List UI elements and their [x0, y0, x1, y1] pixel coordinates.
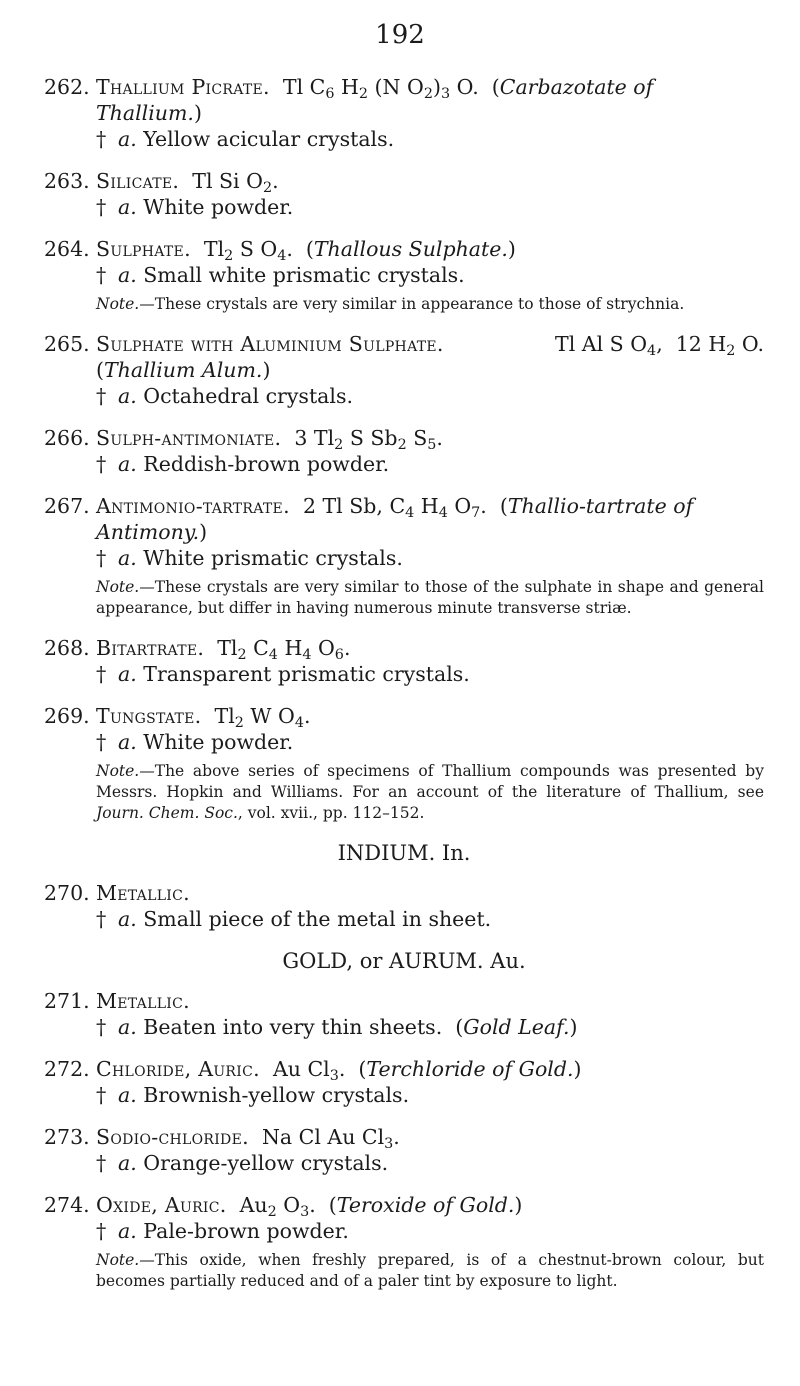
dagger-mark: †: [96, 730, 107, 754]
catalogue-entry: [44, 74, 764, 152]
catalogue-entry: [44, 1056, 764, 1108]
catalogue-entry: [44, 493, 764, 619]
entry-title: Antimonio-tartrate. 2 Tl Sb, $C_4$ $H_4$ $O_7$. (Thallio-tartrate of: [96, 494, 694, 522]
entry-title-line: [44, 236, 764, 265]
entry-title-line: [44, 635, 764, 664]
specimen-text: a. Brownish-yellow crystals.: [118, 1083, 410, 1107]
dagger-mark: †: [96, 384, 107, 408]
specimen-line: [44, 1218, 764, 1244]
catalogue-entry: [44, 425, 764, 477]
entry-title: Sulphate with Aluminium Sulphate. Tl Al S $O_4$, 12 $H_2$ O.: [96, 332, 764, 360]
entry-title-line: [44, 988, 764, 1014]
specimen-line: [44, 194, 764, 220]
catalogue-entry: [44, 703, 764, 824]
entry-title-continuation: Antimony.): [96, 520, 208, 544]
catalogue-entry: [44, 168, 764, 220]
entry-number: 269.: [44, 704, 90, 728]
dagger-mark: †: [96, 1219, 107, 1243]
specimen-text: a. Orange-yellow crystals.: [118, 1151, 389, 1175]
entry-number: 262.: [44, 75, 90, 99]
gold-entries: [44, 988, 764, 1292]
entry-title-line: [44, 1124, 764, 1153]
specimen-text: a. White powder.: [118, 195, 294, 219]
entry-title-continuation: (Thallium Alum.): [96, 358, 271, 382]
entry-title-line: [44, 1056, 764, 1085]
entry-number: 265.: [44, 332, 90, 356]
entry-title-line: [44, 703, 764, 732]
specimen-line: [44, 1150, 764, 1176]
entry-title-line: [44, 425, 764, 454]
entry-number: 268.: [44, 636, 90, 660]
entry-note: Note.—These crystals are very similar to those of the sulphate in shape and general appearance, but differ in having numerous minute transverse striæ.: [96, 578, 764, 617]
entry-title: Sodio-chloride. Na Cl Au $Cl_3$.: [96, 1125, 400, 1153]
catalogue-entry: [44, 1124, 764, 1176]
entry-title-line: [44, 493, 764, 522]
specimen-text: a. Transparent prismatic crystals.: [118, 662, 470, 686]
specimen-line: [44, 1014, 764, 1040]
entry-title: Silicate. Tl Si $O_2$.: [96, 169, 279, 197]
entry-title: Thallium Picrate. Tl $C_6$ $H_2$ (N $O_2)_3$ O. (Carbazotate of Thallium.): [96, 75, 654, 125]
specimen-text: a. Pale-brown powder.: [118, 1219, 349, 1243]
entry-title-line: [44, 331, 764, 360]
specimen-line: [44, 661, 764, 687]
dagger-mark: †: [96, 1083, 107, 1107]
dagger-mark: †: [96, 1151, 107, 1175]
dagger-mark: †: [96, 662, 107, 686]
specimen-line: [44, 451, 764, 477]
specimen-text: a. Small piece of the metal in sheet.: [118, 907, 492, 931]
specimen-line: [44, 1082, 764, 1108]
specimen-text: a. Yellow acicular crystals.: [118, 127, 395, 151]
entry-title-line: [44, 1192, 764, 1221]
entry-number: 272.: [44, 1057, 90, 1081]
catalogue-content: [44, 74, 764, 1308]
entry-number: 274.: [44, 1193, 90, 1217]
catalogue-entry: [44, 880, 764, 932]
specimen-line: [44, 383, 764, 409]
indium-entries: [44, 880, 764, 932]
entry-number: 273.: [44, 1125, 90, 1149]
dagger-mark: †: [96, 1015, 107, 1039]
entry-number: 266.: [44, 426, 90, 450]
entry-title: Bitartrate. $Tl_2$ $C_4$ $H_4$ $O_6$.: [96, 636, 351, 664]
dagger-mark: †: [96, 263, 107, 287]
entry-note: Note.—This oxide, when freshly prepared, is of a chestnut-brown colour, but becomes partially reduced and of a paler tint by exposure to light.: [96, 1251, 764, 1290]
entry-number: 270.: [44, 881, 90, 905]
entry-note: Note.—These crystals are very similar in appearance to those of strychnia.: [96, 295, 685, 313]
specimen-line: [44, 906, 764, 932]
specimen-text: a. White prismatic crystals.: [118, 546, 403, 570]
entry-title-line: [44, 880, 764, 906]
specimen-text: a. White powder.: [118, 730, 294, 754]
catalogue-entry: [44, 236, 764, 315]
section-heading-indium: INDIUM. In.: [337, 841, 471, 865]
dagger-mark: †: [96, 127, 107, 151]
specimen-text: a. Reddish-brown powder.: [118, 452, 390, 476]
dagger-mark: †: [96, 907, 107, 931]
specimen-text: a. Small white prismatic crystals.: [118, 263, 465, 287]
specimen-line: [44, 262, 764, 288]
dagger-mark: †: [96, 195, 107, 219]
entry-number: 271.: [44, 989, 90, 1013]
entry-number: 264.: [44, 237, 90, 261]
catalogue-entry: [44, 988, 764, 1040]
entry-title: Oxide, Auric. $Au_2$ $O_3$. (Teroxide of Gold.): [96, 1193, 523, 1221]
specimen-line: [44, 729, 764, 755]
entry-title: Sulphate. $Tl_2$ S $O_4$. (Thallous Sulphate.): [96, 237, 516, 265]
catalogue-entry: [44, 635, 764, 687]
thallium-entries: [44, 74, 764, 824]
entry-title: Metallic.: [96, 881, 190, 905]
catalogue-entry: [44, 331, 764, 409]
entry-title-line: [44, 74, 764, 126]
specimen-line: [44, 126, 764, 152]
dagger-mark: †: [96, 546, 107, 570]
entry-title: Tungstate. $Tl_2$ W $O_4$.: [96, 704, 311, 732]
entry-title-line: [44, 168, 764, 197]
entry-title: Chloride, Auric. Au $Cl_3$. (Terchloride of Gold.): [96, 1057, 582, 1085]
catalogue-entry: [44, 1192, 764, 1292]
entry-title: Metallic.: [96, 989, 190, 1013]
entry-number: 263.: [44, 169, 90, 193]
specimen-line: [44, 545, 764, 571]
entry-number: 267.: [44, 494, 90, 518]
specimen-text: a. Beaten into very thin sheets. (Gold Leaf.): [118, 1015, 578, 1039]
section-heading-gold: GOLD, or AURUM. Au.: [282, 949, 526, 973]
dagger-mark: †: [96, 452, 107, 476]
specimen-text: a. Octahedral crystals.: [118, 384, 354, 408]
page-number: 192: [375, 20, 425, 50]
entry-title: Sulph-antimoniate. 3 $Tl_2$ S $Sb_2$ $S_5$.: [96, 426, 443, 454]
entry-note: Note.—The above series of specimens of Thallium compounds was presented by Messrs. Hopkin and Williams. For an account of the literature of Thallium, see Journ. Chem. Soc., vol. xvii., pp. 112–152.: [96, 762, 764, 822]
